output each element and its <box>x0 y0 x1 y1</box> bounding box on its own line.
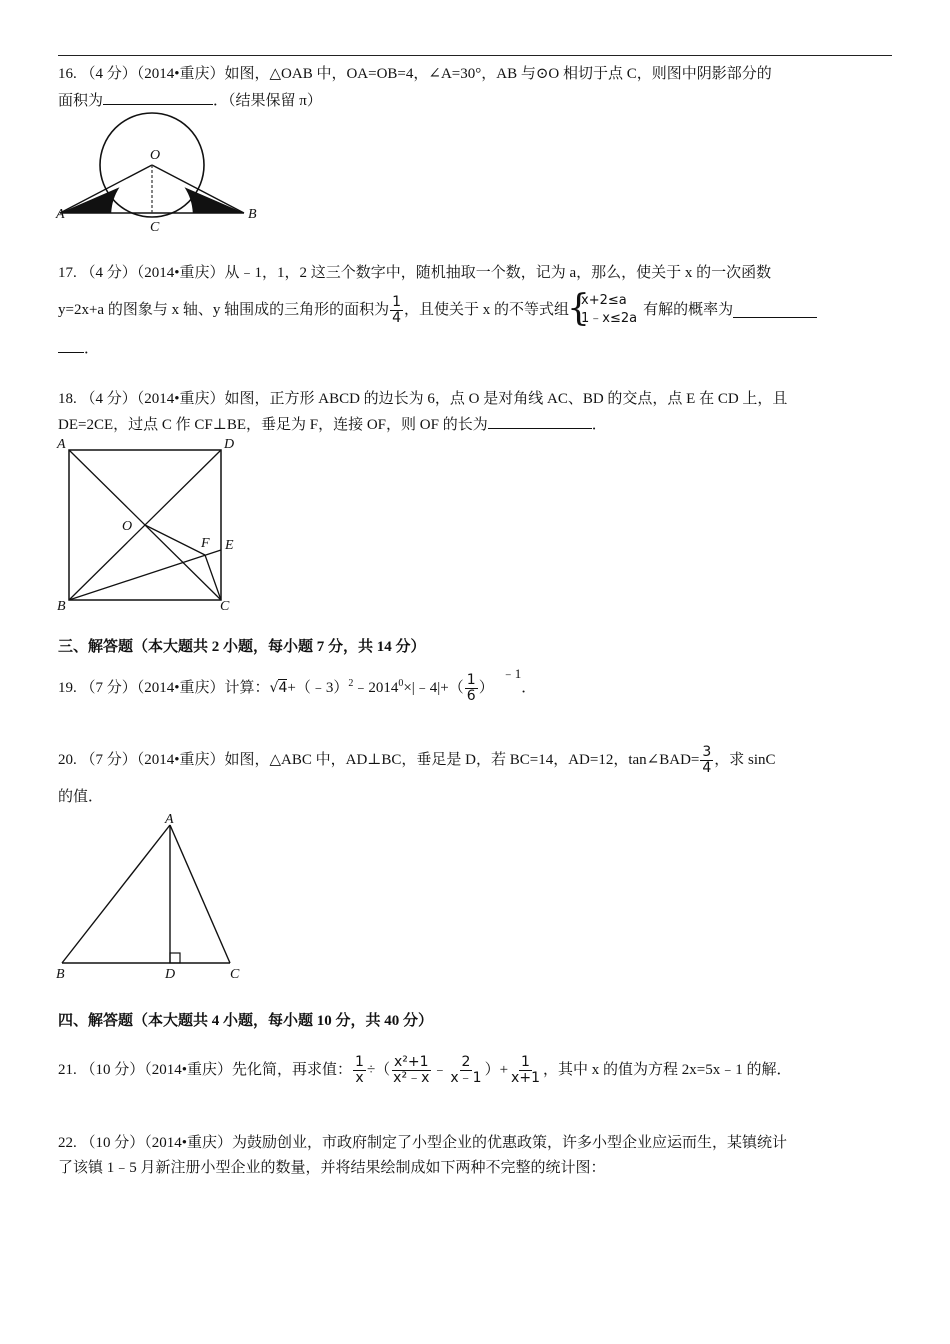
q20-line2: 的值． <box>58 789 104 805</box>
q20-label-c: C <box>230 967 240 982</box>
q17-line2 <box>58 288 817 332</box>
q16-label-o: O <box>150 148 161 163</box>
q17-line1: 17. （4 分）（2014•重庆）从﹣1，1，2 这三个数字中，随机抽取一个数，记为 a，那么，使关于 x 的一次函数 <box>58 265 772 281</box>
top-rule <box>58 55 892 56</box>
q21-frac-2 <box>391 1055 431 1086</box>
q21-frac-4 <box>509 1055 542 1086</box>
q21-frac-4-num: 1 <box>521 1053 530 1070</box>
q21-text-c: ﹣ <box>432 1062 448 1078</box>
q17-end: ． <box>84 341 100 357</box>
q18-label-c: C <box>220 599 230 614</box>
q17-ineq-2: 1﹣x≤2a <box>581 311 638 326</box>
q20-right-angle-mark <box>170 953 180 963</box>
q17-frac-den: 4 <box>392 309 402 326</box>
q22-line1: 22. （10 分）（2014•重庆）为鼓励创业，市政府制定了小型企业的优惠政策，许多小型企业应运而生，某镇统计 <box>58 1135 788 1151</box>
q16-label-c: C <box>150 220 160 235</box>
q21-frac-4-den: x+1 <box>511 1069 540 1086</box>
q16-text-b: ．（结果保留 π） <box>213 93 322 109</box>
q21-text-d: ）+ <box>484 1062 509 1078</box>
section-3-heading: 三、解答题（本大题共 2 小题，每小题 7 分，共 14 分） <box>58 639 426 655</box>
q21-text-e: ，其中 x 的值为方程 2x=5x﹣1 的解． <box>542 1062 792 1078</box>
q19-frac-den: 6 <box>466 687 476 704</box>
q20-frac-num: 3 <box>702 743 712 760</box>
q18-line1: 18. （4 分）（2014•重庆）如图，正方形 ABCD 的边长为 6，点 O 是对角线 AC、BD 的交点，点 E 在 CD 上，且 <box>58 391 788 407</box>
q20-fraction <box>700 745 713 776</box>
q20-text-a: 20. （7 分）（2014•重庆）如图，△ABC 中，AD⊥BC，垂足是 D，若 BC=14，AD=12，tan∠BAD= <box>58 752 700 768</box>
q20-figure <box>52 808 252 986</box>
q18-text-a: DE=2CE，过点 C 作 CF⊥BE，垂足为 F，连接 OF，则 OF 的长为 <box>58 417 488 433</box>
q19-exp-0: 0 <box>398 678 404 689</box>
q19-exp-minus1: ﹣1 <box>501 666 522 681</box>
q20-line-ab <box>62 825 170 963</box>
q17-text-a: y=2x+a 的图象与 x 轴、y 轴围成的三角形的面积为 <box>58 302 390 318</box>
q16-text-a: 面积为 <box>58 93 104 109</box>
q18-text-b: ． <box>591 417 607 433</box>
q17-frac-num: 1 <box>392 293 402 310</box>
q19-sqrt-radicand: 4 <box>278 680 288 696</box>
q17-brace: { <box>567 288 590 329</box>
q19-line <box>58 668 536 708</box>
q21-frac-3 <box>448 1055 483 1086</box>
q19-text-f: ． <box>521 680 537 696</box>
q21-frac-1 <box>353 1055 366 1086</box>
q19-text-e: ） <box>478 680 494 696</box>
q16-label-a: A <box>56 207 65 222</box>
q21-frac-1-num: 1 <box>355 1053 364 1070</box>
q21-text-b: ÷（ <box>366 1062 391 1078</box>
q17-answer-blank <box>733 303 817 318</box>
q16-answer-blank <box>103 90 213 105</box>
q18-label-d: D <box>224 437 235 452</box>
q18-line-of <box>145 525 205 555</box>
q17-ineq-1: x+2≤a <box>581 293 627 308</box>
q16-figure <box>52 112 272 237</box>
q19-exp-2: 2 <box>348 678 354 689</box>
q18-label-b: B <box>57 599 66 614</box>
q21-frac-2-den: x²﹣x <box>393 1069 430 1086</box>
q16-line1: 16. （4 分）（2014•重庆）如图，△OAB 中，OA=OB=4，∠A=30°，AB 与⊙O 相切于点 C，则图中阴影部分的 <box>58 66 772 82</box>
q19-text-d: ×|﹣4|+（ <box>403 680 464 696</box>
q21-frac-2-num: x²+1 <box>393 1053 429 1070</box>
q21-text-a: 21. （10 分）（2014•重庆）先化简，再求值： <box>58 1062 353 1078</box>
q20-frac-den: 4 <box>702 759 712 776</box>
q17-answer-blank-cont <box>58 338 84 353</box>
q20-label-b: B <box>56 967 65 982</box>
q21-frac-3-num: 2 <box>461 1053 471 1070</box>
q18-answer-blank <box>488 414 592 429</box>
section-4-heading: 四、解答题（本大题共 4 小题，每小题 10 分，共 40 分） <box>58 1013 434 1029</box>
q18-figure <box>52 432 252 614</box>
q19-text-b: +（﹣3） <box>287 680 349 696</box>
q17-text-c: 有解的概率为 <box>643 302 734 318</box>
q17-fraction <box>390 295 403 326</box>
q20-text-b: ，求 sinC <box>714 752 776 768</box>
q18-label-f: F <box>201 536 210 551</box>
q17-line3 <box>58 338 99 359</box>
q18-label-o: O <box>122 519 133 534</box>
q21-frac-3-den: x﹣1 <box>450 1069 482 1086</box>
q17-text-b: ，且使关于 x 的不等式组 <box>404 302 570 318</box>
q17-inequality-system <box>567 288 638 329</box>
q20-line-ac <box>170 825 230 963</box>
q19-fraction <box>465 673 478 704</box>
q19-text-a: 19. （7 分）（2014•重庆）计算： <box>58 680 270 696</box>
q18-line-cf <box>205 555 221 600</box>
q18-label-a: A <box>57 437 66 452</box>
q19-text-c: ﹣2014 <box>353 680 399 696</box>
q18-line-be <box>69 550 221 600</box>
q20-label-d: D <box>165 967 176 982</box>
q19-frac-num: 1 <box>466 671 476 688</box>
q20-label-a: A <box>165 812 174 827</box>
q22-line2: 了该镇 1﹣5 月新注册小型企业的数量，并将结果绘制成如下两种不完整的统计图： <box>58 1160 606 1176</box>
q21-frac-1-den: x <box>355 1069 364 1086</box>
q20-line1 <box>58 740 776 780</box>
q19-sqrt: √4 <box>269 680 288 696</box>
q16-label-b: B <box>248 207 257 222</box>
q21-line <box>58 1046 791 1094</box>
q18-label-e: E <box>225 538 234 553</box>
q16-line2 <box>58 90 322 111</box>
